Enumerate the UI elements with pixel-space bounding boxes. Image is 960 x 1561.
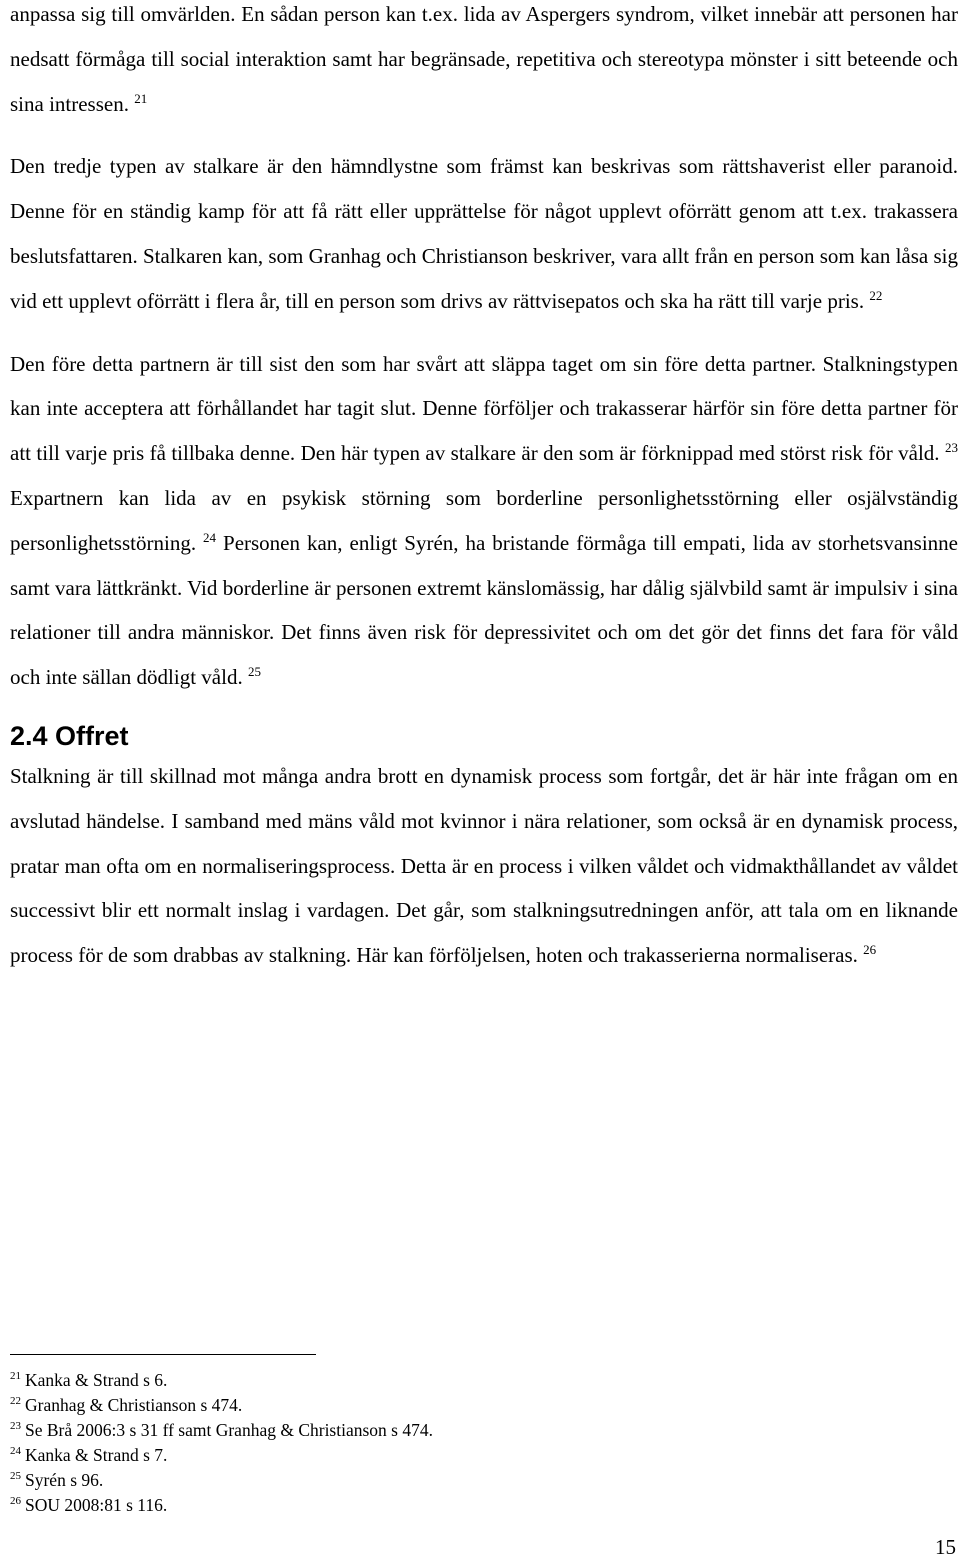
paragraph-3-text-b: Expartnern kan lida av en psykisk störning som borderline personlighetsstörning eller osjälvständig personlighetsstörning.: [10, 485, 958, 555]
paragraph-1: [10, 0, 958, 126]
footnote-number: 26: [10, 1495, 21, 1508]
footnote-text: Se Brå 2006:3 s 31 ff samt Granhag & Christianson s 474.: [25, 1420, 433, 1440]
footnote-ref-24: 24: [203, 529, 217, 545]
footnote-text: Syrén s 96.: [25, 1470, 104, 1490]
footnote-number: 22: [10, 1395, 21, 1408]
footnotes: [10, 1368, 910, 1518]
paragraph-4-text: Stalkning är till skillnad mot många andra brott en dynamisk process som fortgår, det är här inte frågan om en avslutad händelse. I samband med mäns våld mot kvinnor i nära relationer, som också är en dynamisk process, pratar man ofta om en normaliseringsprocess. Detta är en process i vilken våldet och vidmakthållandet av våldet successivt blir ett normalt inslag i vardagen. Det går, som stalkningsutredningen anför, att tala om en liknande process för de som drabbas av stalkning. Här kan förföljelsen, hoten och trakasserierna normaliseras.: [10, 763, 958, 968]
footnote-ref-23: 23: [945, 440, 958, 456]
footnote-ref-22: 22: [869, 287, 883, 303]
footnote-number: 21: [10, 1370, 21, 1383]
footnote: [10, 1443, 910, 1468]
paragraph-3: [10, 342, 958, 700]
footnote: [10, 1418, 910, 1443]
paragraph-4: [10, 754, 958, 978]
paragraph-3-text-c: Personen kan, enligt Syrén, ha bristande förmåga till empati, lida av storhetsvansinne samt vara lättkränkt. Vid borderline är personen extremt känslomässig, har dålig självbild samt är impulsiv i sina relationer till andra människor. Det finns även risk för depressivitet och om det gör det finns det fara för våld och inte sällan dödligt våld.: [10, 530, 959, 690]
footnote-ref-25: 25: [247, 664, 261, 680]
footnote-ref-21: 21: [134, 90, 148, 106]
section-heading: 2.4 Offret: [10, 720, 129, 751]
footnote-number: 25: [10, 1470, 21, 1483]
paragraph-2-text: Den tredje typen av stalkare är den hämndlystne som främst kan beskrivas som rättshaverist eller paranoid. Denne för en ständig kamp för att få rätt eller upprättelse för något upplevt oförrätt genom att t.ex. trakassera beslutsfattaren. Stalkaren kan, som Granhag och Christianson beskriver, vara allt från en person som kan låsa sig vid ett upplevt oförrätt i flera år, till en person som drivs av rättvisepatos och ska ha rätt till varje pris.: [10, 154, 958, 313]
page-number: 15: [935, 1535, 956, 1559]
footnote-number: 24: [10, 1445, 21, 1458]
footnote-text: Kanka & Strand s 6.: [25, 1370, 168, 1390]
footnote-separator: [10, 1354, 316, 1355]
footnote: [10, 1393, 910, 1418]
footnote-text: SOU 2008:81 s 116.: [25, 1495, 168, 1515]
document-page: [10, 0, 958, 978]
footnote-text: Kanka & Strand s 7.: [25, 1445, 168, 1465]
footnote-ref-26: 26: [863, 942, 877, 958]
footnote-text: Granhag & Christianson s 474.: [25, 1395, 243, 1415]
footnote: [10, 1493, 910, 1518]
footnote: [10, 1468, 910, 1493]
paragraph-2: [10, 144, 958, 323]
footnote: [10, 1368, 910, 1393]
footnote-number: 23: [10, 1420, 21, 1433]
paragraph-1-text: anpassa sig till omvärlden. En sådan person kan t.ex. lida av Aspergers syndrom, vilket innebär att personen har nedsatt förmåga till social interaktion samt har begränsade, repetitiva och stereotypa mönster i sitt beteende och sina intressen.: [10, 2, 958, 116]
paragraph-3-text-a: Den före detta partnern är till sist den som har svårt att släppa taget om sin före detta partner. Stalkningstypen kan inte acceptera att förhållandet har tagit slut. Denne förföljer och trakasserar härför sin före detta partner för att till varje pris få tillbaka denne. Den här typen av stalkare är den som är förknippad med störst risk för våld.: [10, 351, 958, 466]
